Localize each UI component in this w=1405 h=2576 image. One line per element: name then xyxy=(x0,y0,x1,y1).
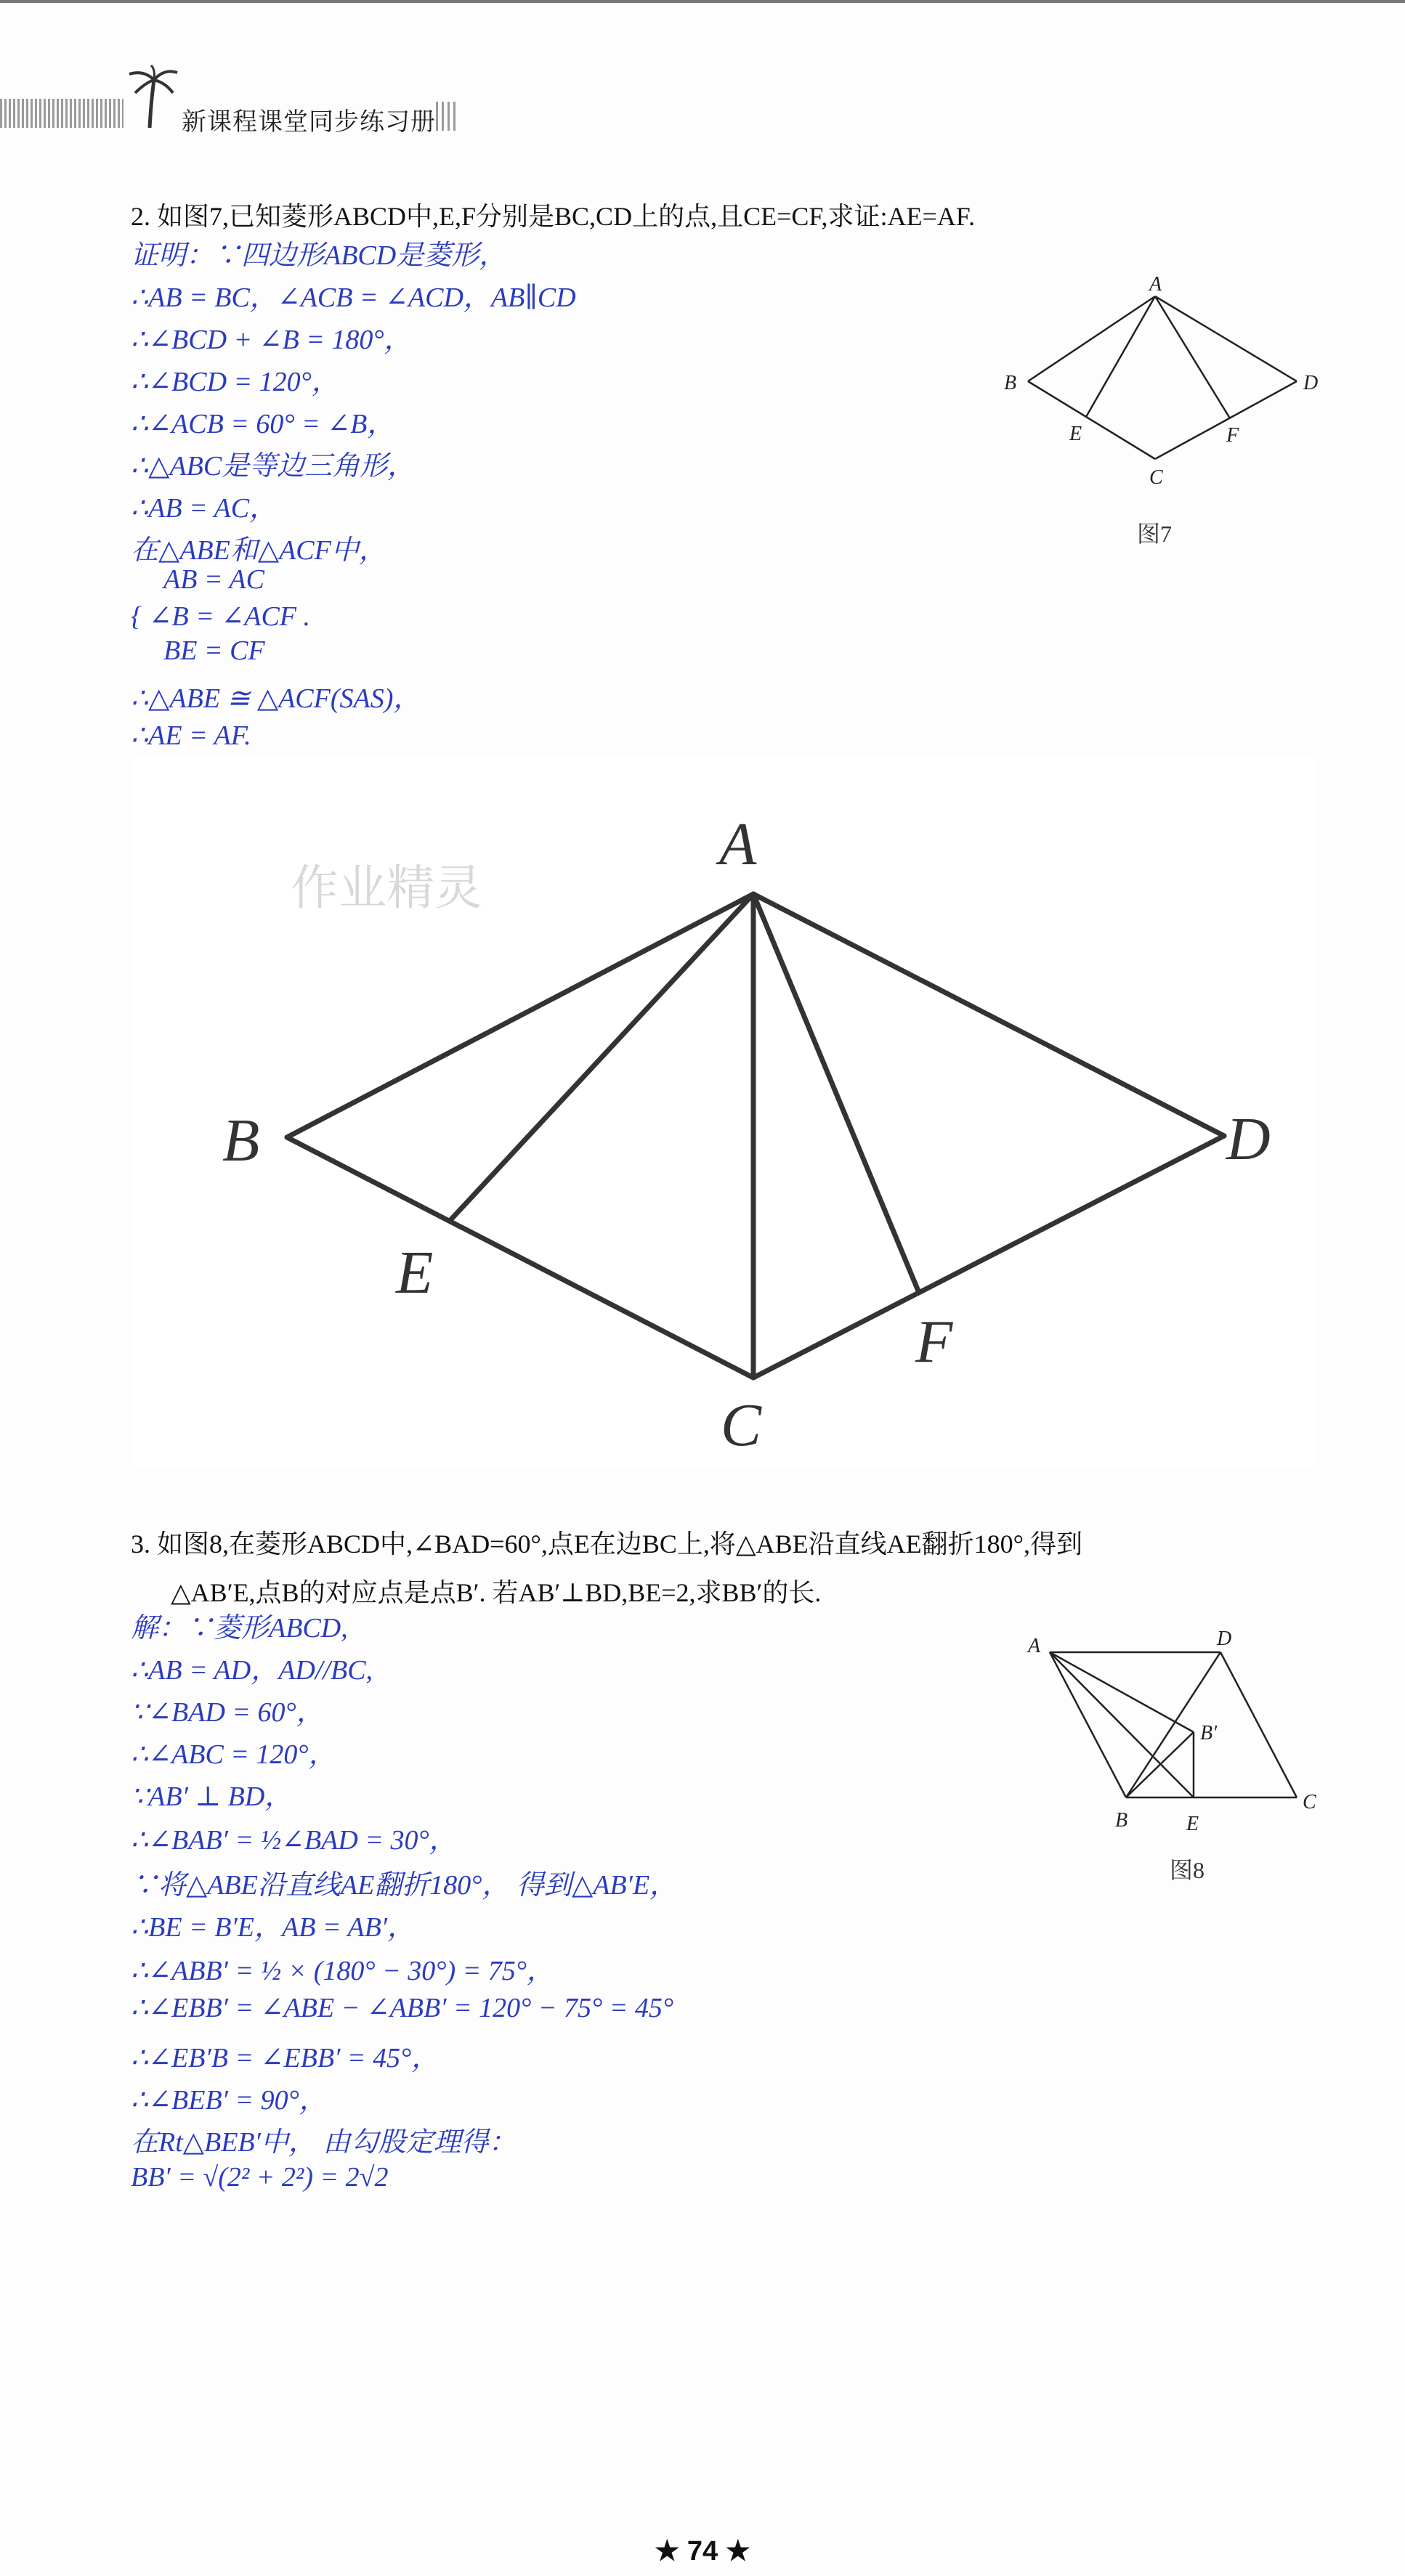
q2-line-11: BE = CF xyxy=(163,635,265,666)
q2-line-9: AB = AC xyxy=(163,564,264,595)
fig7-edge-ab xyxy=(1028,296,1155,381)
fig7-label-d: D xyxy=(1303,372,1319,394)
figure-8-caption: 图8 xyxy=(1170,1857,1205,1883)
fig7-label-c: C xyxy=(1149,466,1163,489)
big-edge-dc xyxy=(753,1136,1224,1378)
fig8-label-b-prime: B′ xyxy=(1200,1722,1218,1744)
big-edge-ab xyxy=(287,894,753,1137)
q3-line-3: ∵∠BAD = 60°， xyxy=(131,1697,324,1728)
q3-line-5: ∵AB′ ⊥ BD， xyxy=(131,1781,293,1812)
fig7-label-a: A xyxy=(1149,273,1162,296)
palm-tree-icon xyxy=(122,64,180,129)
big-label-a: A xyxy=(719,810,757,878)
watermark-text: 作业精灵 xyxy=(291,860,482,916)
q2-line-12: ∴△ABE ≅ △ACF(SAS)， xyxy=(131,683,421,714)
big-label-e: E xyxy=(396,1239,434,1307)
q2-line-4: ∴∠BCD = 120°， xyxy=(131,367,339,397)
q2-line-13: ∴AE = AF. xyxy=(131,720,251,751)
q3-line-4: ∴∠ABC = 120°， xyxy=(131,1739,336,1770)
fig7-edge-bc xyxy=(1028,381,1155,459)
big-edge-ad xyxy=(753,894,1224,1136)
fig7-edge-dc xyxy=(1155,381,1297,459)
q3-line-14: BB′ = √(2² + 2²) = 2√2 xyxy=(131,2162,389,2193)
q3-line-8: ∴BE = B′E，AB = AB′， xyxy=(131,1912,416,1943)
big-edge-ae xyxy=(450,894,753,1220)
q3-line-7: ∵将△ABE沿直线AE翻折180°， 得到△AB′E， xyxy=(131,1870,678,1901)
page-number-value: 74 xyxy=(687,2536,718,2567)
q2-line-8: 在△ABE和△ACF中， xyxy=(131,535,386,566)
q2-stem: 2. 如图7,已知菱形ABCD中,E,F分别是BC,CD上的点,且CE=CF,求证:AE=AF. xyxy=(131,202,975,231)
q3-line-11: ∴∠EB′B = ∠EBB′ = 45°， xyxy=(131,2043,440,2073)
enlarged-figure xyxy=(131,755,1315,1467)
big-edge-af xyxy=(753,894,919,1293)
fig8-edge-dc xyxy=(1220,1652,1297,1797)
fig7-label-f: F xyxy=(1226,424,1239,447)
q3-line-10: ∴∠EBB′ = ∠ABE − ∠ABB′ = 120° − 75° = 45° xyxy=(131,1993,674,2023)
fig8-label-a: A xyxy=(1028,1635,1041,1657)
fig7-edge-ae xyxy=(1086,296,1155,417)
q2-line-7: ∴AB = AC， xyxy=(131,493,278,524)
q2-line-6: ∴△ABC是等边三角形， xyxy=(131,451,416,482)
page-number xyxy=(0,2535,1405,2567)
q3-line-1: 解：∵菱形ABCD, xyxy=(131,1613,348,1643)
q2-line-2: ∴AB = BC，∠ACB = ∠ACD，AB∥CD xyxy=(131,283,576,313)
big-label-c: C xyxy=(721,1391,762,1459)
top-edge-line xyxy=(0,0,1405,3)
figure-8 xyxy=(1010,1620,1344,1837)
fig8-label-d: D xyxy=(1217,1628,1232,1650)
star-icon-left: ★ xyxy=(655,2536,687,2567)
q2-line-5: ∴∠ACB = 60° = ∠B， xyxy=(131,409,395,439)
q2-line-3: ∴∠BCD + ∠B = 180°， xyxy=(131,325,412,355)
big-label-d: D xyxy=(1226,1105,1271,1173)
fig7-label-e: E xyxy=(1069,423,1082,445)
fig8-label-c: C xyxy=(1303,1791,1316,1813)
fig7-edge-af xyxy=(1155,296,1230,418)
fig8-label-e: E xyxy=(1186,1813,1199,1835)
big-label-b: B xyxy=(222,1107,260,1174)
fig7-label-b: B xyxy=(1004,372,1017,394)
header-title: 新课程课堂同步练习册 xyxy=(182,107,436,137)
header-stripe xyxy=(0,99,124,128)
figure-7 xyxy=(988,269,1329,501)
big-label-f: F xyxy=(915,1308,953,1376)
q2-line-10: { ∠B = ∠ACF . xyxy=(131,601,310,632)
star-icon-right: ★ xyxy=(718,2536,750,2567)
figure-7-caption: 图7 xyxy=(1137,521,1173,547)
q2-line-1: 证明：∵四边形ABCD是菱形， xyxy=(131,240,507,271)
big-edge-bc xyxy=(287,1137,753,1378)
q3-line-2: ∴AB = AD，AD//BC, xyxy=(131,1655,373,1686)
q3-line-12: ∴∠BEB′ = 90°， xyxy=(131,2085,327,2116)
fig8-edge-ae xyxy=(1050,1652,1194,1797)
q3-line-9: ∴∠ABB′ = ½ × (180° − 30°) = 75°， xyxy=(131,1956,554,1986)
q3-line-13: 在Rt△BEB′中， 由勾股定理得： xyxy=(131,2127,517,2158)
q3-line-6: ∴∠BAB′ = ½∠BAD = 30°， xyxy=(131,1825,457,1856)
q3-stem-line-2: △AB′E,点B的对应点是点B′. 若AB′⊥BD,BE=2,求BB′的长. xyxy=(171,1578,822,1607)
fig7-edge-ad xyxy=(1155,296,1297,381)
header-end-stripe xyxy=(436,102,458,131)
q3-stem-line-1: 3. 如图8,在菱形ABCD中,∠BAD=60°,点E在边BC上,将△ABE沿直线AE翻折180°,得到 xyxy=(131,1529,1082,1559)
fig8-label-b: B xyxy=(1115,1809,1128,1832)
